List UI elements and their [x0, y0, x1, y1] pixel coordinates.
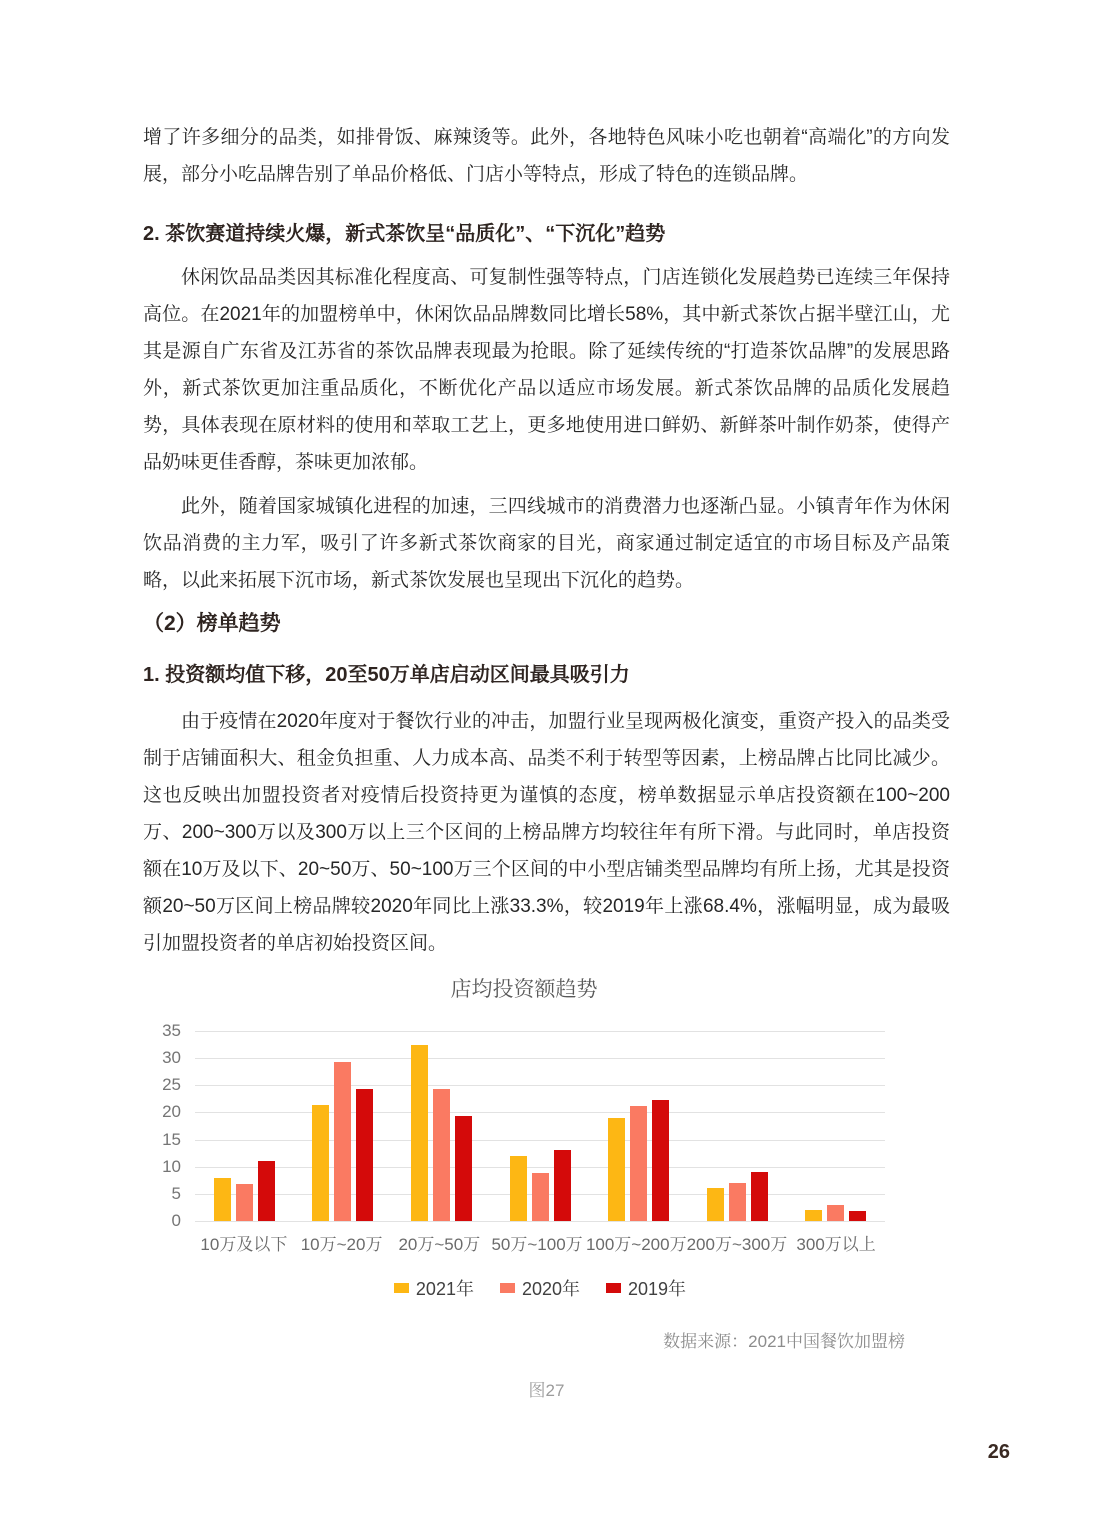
bar-2019年 — [751, 1172, 768, 1221]
bar-2020年 — [630, 1106, 647, 1221]
bar-2021年 — [608, 1118, 625, 1221]
bar-2020年 — [334, 1062, 351, 1221]
bar-group — [688, 1031, 787, 1221]
bar-2019年 — [554, 1150, 571, 1221]
bar-2019年 — [849, 1211, 866, 1221]
heading-investment-shift: 1. 投资额均值下移，20至50万单店启动区间最具吸引力 — [143, 664, 630, 686]
legend-label: 2020年 — [521, 1279, 581, 1299]
legend-label: 2021年 — [415, 1279, 474, 1299]
bar-2020年 — [433, 1089, 450, 1221]
x-tick-label: 50万~100万 — [491, 1235, 583, 1254]
legend-item — [394, 1275, 474, 1301]
bar-2019年 — [258, 1161, 275, 1221]
x-tick-label: 300万以上 — [796, 1235, 876, 1254]
bar-group — [589, 1031, 688, 1221]
y-tick-label: 30 — [162, 1048, 181, 1068]
bar-2019年 — [652, 1100, 669, 1221]
heading-tea-section: 2. 茶饮赛道持续火爆，新式茶饮呈“品质化”、“下沉化”趋势 — [143, 223, 666, 245]
bar-group — [392, 1031, 491, 1221]
bar-2020年 — [827, 1205, 844, 1221]
legend-item — [500, 1275, 580, 1301]
x-tick-label: 20万~50万 — [398, 1235, 481, 1254]
bar-group — [195, 1031, 294, 1221]
bar-group — [491, 1031, 590, 1221]
bar-2020年 — [236, 1184, 253, 1221]
bar-2021年 — [411, 1045, 428, 1221]
figure-caption: 图27 — [528, 1381, 565, 1400]
bar-2020年 — [729, 1183, 746, 1221]
data-source-note: 数据来源：2021中国餐饮加盟榜 — [663, 1332, 905, 1351]
x-tick-label: 10万~20万 — [300, 1235, 383, 1254]
chart-plot-row — [143, 1021, 905, 1231]
x-tick-label: 200万~300万 — [686, 1235, 788, 1254]
chart-store-investment-trend — [143, 974, 905, 1301]
y-tick-label: 25 — [162, 1075, 181, 1095]
x-tick-label: 100万~200万 — [585, 1235, 687, 1254]
bar-2021年 — [707, 1188, 724, 1221]
gridline — [195, 1221, 885, 1222]
chart-title: 店均投资额趋势 — [450, 978, 598, 1001]
bar-groups — [195, 1031, 885, 1221]
y-tick-label: 35 — [162, 1021, 181, 1041]
y-tick-label: 5 — [171, 1184, 181, 1204]
heading-ranking-trend: （2）榜单趋势 — [143, 612, 281, 635]
bar-2021年 — [214, 1178, 231, 1221]
x-axis-labels — [195, 1230, 885, 1255]
legend-swatch — [606, 1283, 621, 1293]
legend-label: 2019年 — [628, 1279, 687, 1299]
bar-2020年 — [532, 1173, 549, 1221]
legend-swatch — [500, 1283, 515, 1293]
legend-swatch — [394, 1283, 409, 1293]
page-number: 26 — [987, 1441, 1010, 1463]
bar-2021年 — [805, 1210, 822, 1221]
legend-item — [606, 1275, 686, 1301]
chart-legend — [195, 1275, 885, 1301]
bar-2021年 — [312, 1105, 329, 1221]
y-tick-label: 20 — [162, 1102, 181, 1122]
y-tick-label: 15 — [162, 1129, 181, 1149]
x-tick-label: 10万及以下 — [200, 1235, 288, 1254]
paragraph-investment-analysis: 由于疫情在2020年度对于餐饮行业的冲击，加盟行业呈现两极化演变，重资产投入的品类受制于店铺面积大、租金负担重、人力成本高、品类不利于转型等因素，上榜品牌占比同比减少。这也反映出加盟投资者对疫情后投资持更为谨慎的态度，榜单数据显示单店投资额在100~200万、200~300万以及300万以上三个区间的上榜品牌方均较往年有所下滑。与此同时，单店投资额在10万及以下、20~50万、50~100万三个区间的中小型店铺类型品牌均有所上扬，尤其是投资额20~50万区间上榜品牌较2020年同比上涨33.3%，较2019年上涨68.4%，涨幅明显，成为最吸引加盟投资者的单店初始投资区间。 — [143, 711, 950, 954]
y-tick-label: 0 — [171, 1211, 181, 1231]
bar-2019年 — [455, 1116, 472, 1221]
bar-2019年 — [356, 1089, 373, 1221]
paragraph-tea-quality: 休闲饮品品类因其标准化程度高、可复制性强等特点，门店连锁化发展趋势已连续三年保持高位。在2021年的加盟榜单中，休闲饮品品牌数同比增长58%，其中新式茶饮占据半壁江山，尤其是源自广东省及江苏省的茶饮品牌表现最为抢眼。除了延续传统的“打造茶饮品牌”的发展思路外，新式茶饮更加注重品质化，不断优化产品以适应市场发展。新式茶饮品牌的品质化发展趋势，具体表现在原材料的使用和萃取工艺上，更多地使用进口鲜奶、新鲜茶叶制作奶茶，使得产品奶味更佳香醇，茶味更加浓郁。 — [143, 267, 950, 473]
bar-group — [294, 1031, 393, 1221]
y-tick-label: 10 — [162, 1156, 181, 1176]
paragraph-snack-trend: 增了许多细分的品类，如排骨饭、麻辣烫等。此外，各地特色风味小吃也朝着“高端化”的方向发展，部分小吃品牌告别了单品价格低、门店小等特点，形成了特色的连锁品牌。 — [143, 127, 950, 185]
paragraph-tea-sinking: 此外，随着国家城镇化进程的加速，三四线城市的消费潜力也逐渐凸显。小镇青年作为休闲饮品消费的主力军，吸引了许多新式茶饮商家的目光，商家通过制定适宜的市场目标及产品策略，以此来拓展下沉市场，新式茶饮发展也呈现出下沉化的趋势。 — [143, 496, 950, 591]
bar-2021年 — [510, 1156, 527, 1221]
bar-group — [786, 1031, 885, 1221]
y-axis — [143, 1021, 195, 1231]
plot-area — [195, 1031, 885, 1221]
